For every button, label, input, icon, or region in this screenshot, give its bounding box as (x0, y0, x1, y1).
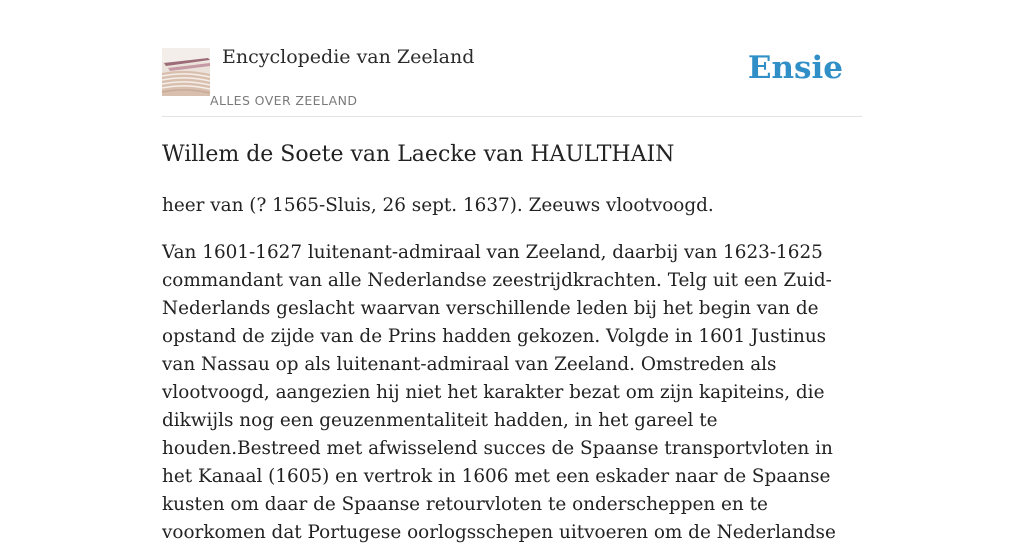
site-title[interactable]: Encyclopedie van Zeeland (222, 46, 475, 68)
article-lead: heer van (? 1565-Sluis, 26 sept. 1637). Zeeuws vlootvoogd. (162, 195, 714, 216)
site-avatar[interactable] (162, 48, 210, 96)
book-pages-icon (162, 48, 210, 96)
site-header (162, 40, 862, 117)
site-subtitle: ALLES OVER ZEELAND (210, 93, 358, 108)
article-body: Van 1601-1627 luitenant-admiraal van Zeeland, daarbij van 1623-1625 commandant van alle Nederlandse zeestrijdkrachten. Telg uit een Zuid-Nederlands geslacht waarvan verschillende leden bij het begin van de opstand de zijde van de Prins hadden gekozen. Volgde in 1601 Justinus van Nassau op als luitenant-admiraal van Zeeland. Omstreden als vlootvoogd, aangezien hij niet het karakter bezat om zijn kapiteins, die dikwijls nog een geuzenmentaliteit hadden, in het gareel te houden.Bestreed met afwisselend succes de Spaanse transportvloten in het Kanaal (1605) en vertrok in 1606 met een eskader naar de Spaanse kusten om daar de Spaanse retourvloten te onderscheppen en te voorkomen dat Portugese oorlogsschepen uitvoeren om de Nederlandse (162, 242, 836, 543)
ensie-logo-link[interactable]: Ensie (747, 50, 843, 86)
article (162, 140, 864, 547)
article-title: Willem de Soete van Laecke van HAULTHAIN (162, 142, 675, 167)
